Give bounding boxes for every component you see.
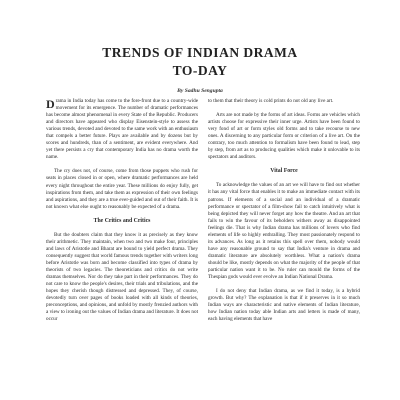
paragraph: I do not deny that Indian drama, as we find it today, is a hybrid growth. But why? The explanation is that if it preserves in it so much Indian ways are characteristic and native elements of Indian literature, how Indian nation today able Indian arts and letters is made of many, each having elements that have bbox=[208, 288, 360, 323]
paragraph: But the doubters claim that they know it as precisely as they know their arithmetic. They maintain, when two and two make four, principles and laws of Aristotle and Bharat are bound to yield perfect drama. They consequently suggest that world famous trends together with writers long before Aristotle was born and become classified into types of drama by theorists of two legacies. The theoreticians and critics do not write dramas themselves. Nor do they take part in their performances. They do not care to know the people's desires, their trials and tribulations, and the hopes they cherish though distressed and depressed. They, of course, devotedly turn over pages of books loaded with all kinds of theories, preconceptions, and opinions, and unfold by mostly frenzied authors with a view to ironing out the values of Indian drama and literature. It does not occur bbox=[46, 231, 198, 323]
paragraph: The cry does not, of course, come from those puppets who rush for seats in places closed in or open, where dramatic performances are held every night throughout the entire year. These millions do enjoy fully, get inspirations from them, and take them as expression of their own feelings and aspirations, and they are a true ever-guided and out of their faith. It is not known what else ought to reasonably be expected of a drama. bbox=[46, 168, 198, 210]
article-title-line-1: TRENDS OF INDIAN DRAMA bbox=[102, 45, 298, 60]
byline: By Sadhu Sengupta bbox=[177, 88, 223, 94]
section-heading: Vital Force bbox=[270, 168, 298, 175]
paragraph bbox=[46, 98, 198, 161]
paragraph-text: rama in India today has come to the fore-front due to a country-wide movement for its emergence. The number of dramatic performances has become almost phenomenal in every State of the Republic. Producers and directors have appeared who display Eisenstein-style to assess the various trends, devoted and devoted to the same work with an enthusiasm that compels a better future. Plays are available and by dozens but by scores and hundreds, than of a sentiment, are evident everywhere. And yet there persists a cry that contemporary India has no drama worth the name. bbox=[46, 98, 198, 161]
paragraph: Arts are not made by the forms of art ideas. Forms are vehicles which artists choose for expressive their inner urge. Artists have been found to very fond of art or form styles old forms and to take recourse to new ones. A discerning to any particular form or criterion of a live art. On the contrary, too much attention to formalism have been found to lead, step by step, from art as to producing qualities which make it unlovable to its spectators and auditors. bbox=[208, 112, 360, 161]
section-heading: The Critics and Critics bbox=[93, 217, 151, 224]
left-column bbox=[46, 98, 198, 330]
drop-cap: D bbox=[46, 97, 55, 111]
paragraph: To acknowledge the values of an art we will have to find out whether it has any vital force that enables it to make an immediate contact with its patrons. If elements of a social and an individual of a dramatic performance or spectator of a film-show fail to catch intuitively what is being depicted they will never forget any how the theatre. And an art that fails to win the favour of its beholders withers away as disappointed feelings die. That is why Indian drama has millions of lovers who find elements of life so highly enthralling. They most passionately respond to its advances. As long as it retains this spell over them, nobody would have any reasonable ground to say that India's venture in drama and dramatic literature are absolutely worthless. What a nation's drama should be like, mostly depends on what the majority of the people of that particular nation want it to be. No ruler can mould the forms of the Thespian gods would ever evolve an Indian National Drama. bbox=[208, 182, 360, 281]
paragraph: to them that their theory is cold prints do not old any live art. bbox=[208, 98, 334, 104]
right-column bbox=[208, 98, 360, 330]
article-title-line-2: TO-DAY bbox=[172, 63, 228, 78]
